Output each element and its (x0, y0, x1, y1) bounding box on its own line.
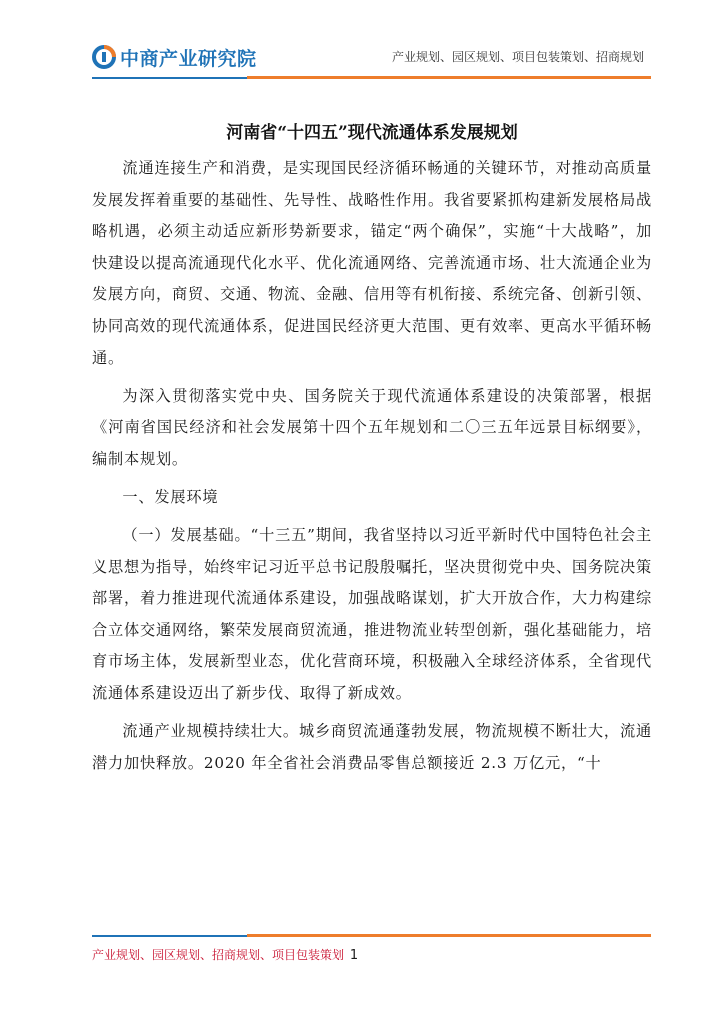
page-footer (92, 946, 358, 963)
intro-paragraph-1: 流通连接生产和消费，是实现国民经济循环畅通的关键环节，对推动高质量发展发挥着重要的基础性、先导性、战略性作用。我省要紧抓构建新发展格局战略机遇，必须主动适应新形势新要求，锚定“两个确保”，实施“十大战略”，加快建设以提高流通现代化水平、优化流通网络、完善流通市场、壮大流通企业为发展方向，商贸、交通、物流、金融、信用等有机衔接、系统完备、创新引领、协同高效的现代流通体系，促进国民经济更大范围、更有效率、更高水平循环畅通。 (92, 159, 652, 367)
header-divider-blue (92, 77, 247, 79)
section-paragraph-1: （一）发展基础。“十三五”期间，我省坚持以习近平新时代中国特色社会主义思想为指导，始终牢记习近平总书记殷殷嘱托，坚决贯彻党中央、国务院决策部署，着力推进现代流通体系建设，加强战略谋划，扩大开放合作，大力构建综合立体交通网络，繁荣发展商贸流通，推进物流业转型创新，强化基础能力，培育市场主体，发展新型业态，优化营商环境，积极融入全球经济体系，全省现代流通体系建设迈出了新步伐、取得了新成效。 (92, 526, 652, 702)
footer-slogan: 产业规划、园区规划、招商规划、项目包装策划 (92, 948, 345, 962)
section-paragraph-2: 流通产业规模持续壮大。城乡商贸流通蓬勃发展，物流规模不断壮大，流通潜力加快释放。2020 年全省社会消费品零售总额接近 2.3 万亿元，“十 (92, 722, 652, 772)
logo-icon (92, 45, 116, 69)
footer-divider-blue (92, 935, 247, 937)
logo-text: 中商产业研究院 (120, 47, 257, 70)
footer-divider-orange (247, 934, 651, 937)
document-title: 河南省“十四五”现代流通体系发展规划 (226, 123, 518, 143)
intro-paragraph-2: 为深入贯彻落实党中央、国务院关于现代流通体系建设的决策部署，根据《河南省国民经济和社会发展第十四个五年规划和二〇三五年远景目标纲要》，编制本规划。 (92, 386, 652, 468)
header-divider-orange (247, 76, 651, 79)
header-slogan: 产业规划、园区规划、项目包装策划、招商规划 (391, 50, 644, 64)
company-logo (92, 44, 257, 70)
section-heading: 一、发展环境 (122, 487, 219, 506)
document-body (92, 118, 652, 786)
page-number: 1 (349, 948, 359, 963)
page-header (0, 0, 724, 80)
